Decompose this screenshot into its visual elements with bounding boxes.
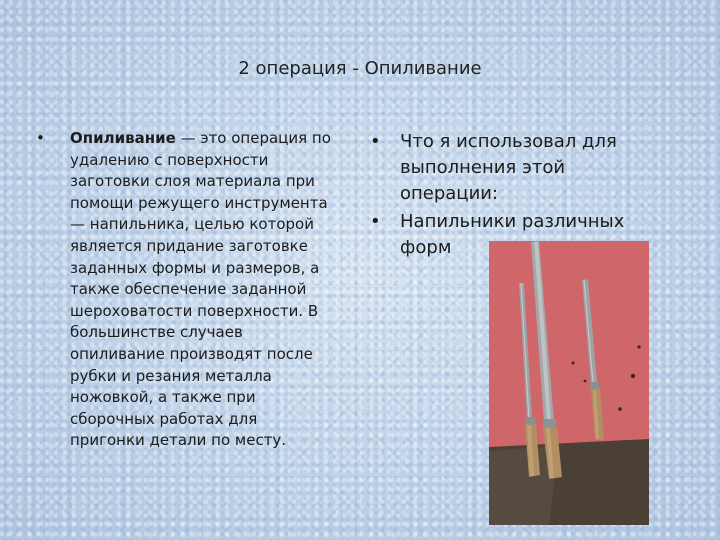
definition-term: Опиливание bbox=[70, 129, 176, 147]
slide-title: 2 операция - Опиливание bbox=[238, 58, 482, 79]
right-bullet-text: Напильники различных форм bbox=[400, 211, 625, 258]
right-bullet-item bbox=[370, 129, 660, 207]
files-photo-image bbox=[489, 241, 649, 525]
bullet-marker: • bbox=[36, 129, 45, 147]
bullet-marker: • bbox=[370, 211, 381, 232]
left-bullet-item bbox=[36, 128, 336, 452]
definition-text: — это операция по удалению с поверхности заготовки слоя материала при помощи режущего инструмента — напильника, целью которой является придание заготовке заданных формы и размеров, а также обеспечение заданной шероховатости поверхности. В большинстве случаев опиливание производят после рубки и резания металла ножовкой, а также при сборочных работах для пригонки детали по месту. bbox=[70, 129, 331, 450]
bullet-marker: • bbox=[370, 131, 381, 152]
left-column bbox=[36, 128, 336, 452]
files-photo bbox=[489, 241, 649, 525]
right-bullet-text: Что я использовал для выполнения этой операции: bbox=[400, 131, 617, 204]
definition-paragraph bbox=[70, 128, 336, 452]
